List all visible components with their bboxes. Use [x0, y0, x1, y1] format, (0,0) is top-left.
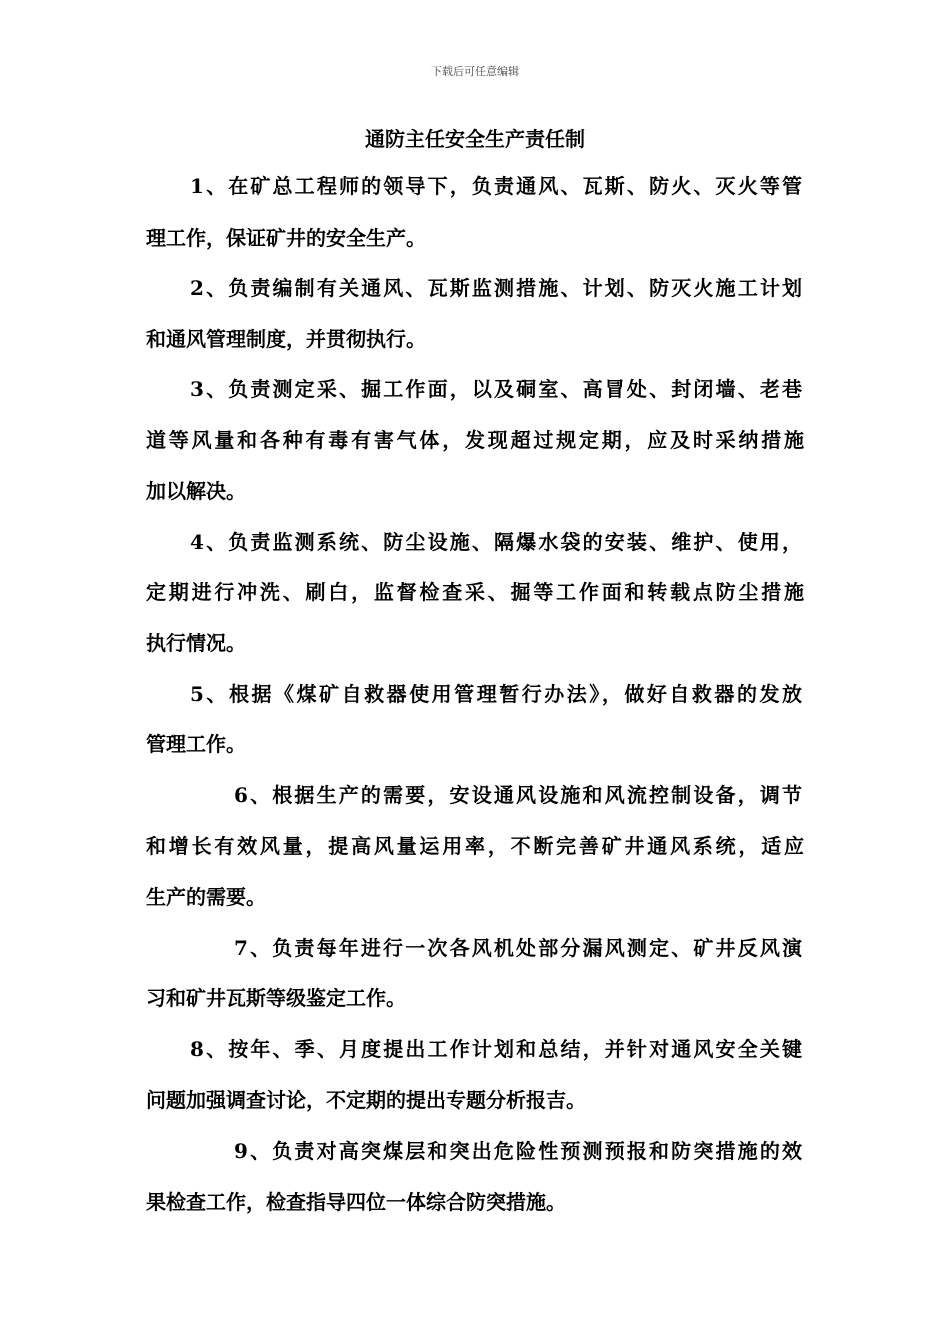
item-4-line-3: 执行情况。: [146, 631, 246, 655]
item-5-line-2: 管理工作。: [146, 732, 246, 756]
item-6-line-3: 生产的需要。: [146, 885, 266, 909]
item-8-line-1: 8、按年、季、月度提出工作计划和总结，并针对通风安全关键: [190, 1037, 802, 1061]
item-3-line-2: 道等风量和各种有毒有害气体，发现超过规定期，应及时采纳措施: [146, 428, 804, 452]
item-9-line-2: 果检查工作，检查指导四位一体综合防突措施。: [146, 1190, 566, 1214]
header-note: 下载后可任意编辑: [431, 65, 519, 78]
item-8-line-2: 问题加强调查讨论，不定期的提出专题分析报吉。: [146, 1088, 586, 1112]
item-3-line-1: 3、负责测定采、掘工作面，以及硐室、高冒处、封闭墙、老巷: [190, 377, 802, 401]
item-6-line-2: 和增长有效风量，提高风量运用率，不断完善矿井通风系统，适应: [146, 834, 804, 858]
item-7-line-1: 7、负责每年进行一次各风机处部分漏风测定、矿井反风演: [234, 936, 802, 960]
item-2-line-1: 2、负责编制有关通风、瓦斯监测措施、计划、防灭火施工计划: [190, 276, 802, 300]
item-1-line-1: 1、在矿总工程师的领导下，负责通风、瓦斯、防火、灭火等管: [190, 174, 802, 198]
item-4-line-2: 定期进行冲洗、刷白，监督检查采、掘等工作面和转载点防尘措施: [146, 580, 804, 604]
item-2-line-2: 和通风管理制度，并贯彻执行。: [146, 327, 426, 351]
item-3-line-3: 加以解决。: [146, 479, 246, 503]
item-1-line-2: 理工作，保证矿井的安全生产。: [146, 226, 426, 250]
item-4-line-1: 4、负责监测系统、防尘设施、隔爆水袋的安装、维护、使用，: [190, 530, 802, 554]
item-6-line-1: 6、根据生产的需要，安设通风设施和风流控制设备，调节: [234, 783, 802, 807]
document-title: 通防主任安全生产责任制: [365, 127, 585, 151]
item-5-line-1: 5、根据《煤矿自救器使用管理暂行办法》，做好自救器的发放: [190, 682, 802, 706]
item-7-line-2: 习和矿井瓦斯等级鉴定工作。: [146, 986, 406, 1010]
item-9-line-1: 9、负责对高突煤层和突出危险性预测预报和防突措施的效: [234, 1139, 802, 1163]
